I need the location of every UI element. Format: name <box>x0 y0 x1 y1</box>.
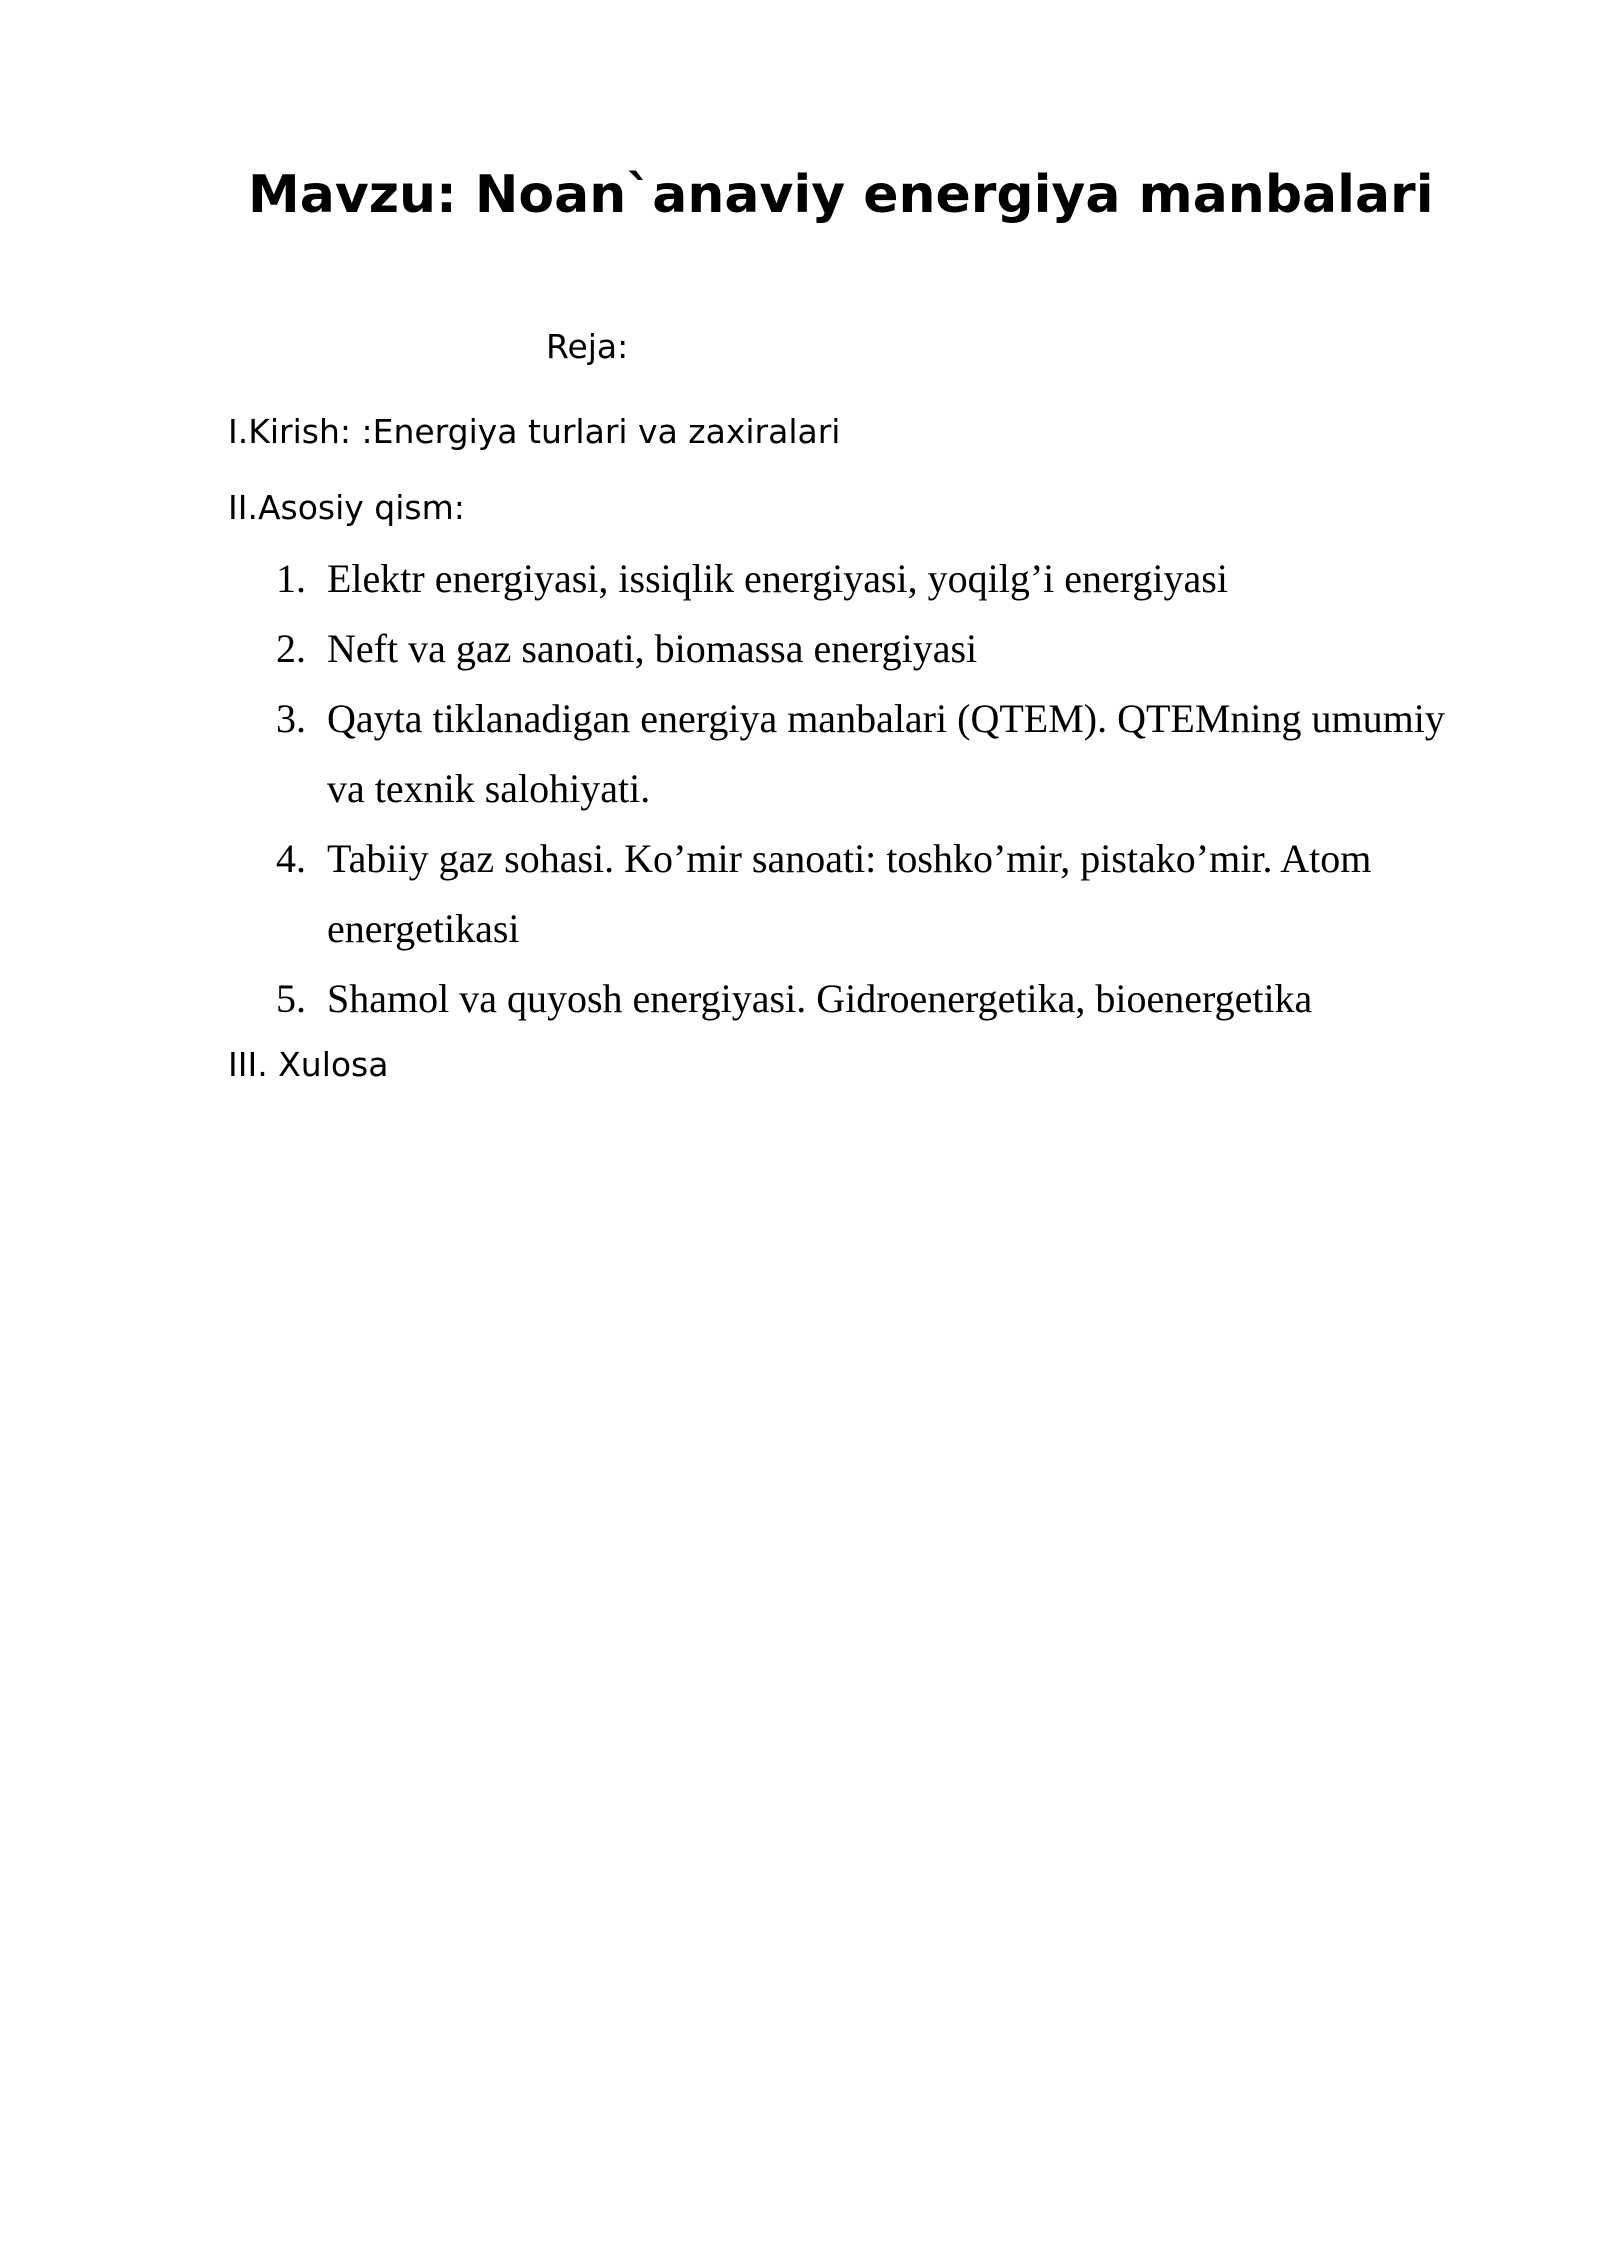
list-item-number: 4. <box>276 836 306 881</box>
list-item-text: Neft va gaz sanoati, biomassa energiyasi <box>327 626 978 671</box>
list-item-text: Tabiiy gaz sohasi. Ko’mir sanoati: toshko’mir, pistako’mir. Atom energetikasi <box>327 836 1372 951</box>
intro-section: I.Kirish: :Energiya turlari va zaxiralari <box>228 412 841 451</box>
list-item-number: 1. <box>276 556 306 601</box>
main-part-heading: II.Asosiy qism: <box>228 488 465 527</box>
list-item-number: 3. <box>276 696 306 741</box>
conclusion-section: III. Xulosa <box>228 1045 389 1084</box>
list-item-text: Shamol va quyosh energiyasi. Gidroenergetika, bioenergetika <box>327 976 1313 1021</box>
plan-heading: Reja: <box>546 327 629 366</box>
list-item-text: Qayta tiklanadigan energiya manbalari (QTEM). QTEMning umumiy va texnik salohiyati. <box>327 696 1445 811</box>
list-item-number: 2. <box>276 626 306 671</box>
page-title: Mavzu: Noan`anaviy energiya manbalari <box>248 165 1434 225</box>
list-item-number: 5. <box>276 976 306 1021</box>
list-item-text: Elektr energiyasi, issiqlik energiyasi, yoqilg’i energiyasi <box>327 556 1228 601</box>
